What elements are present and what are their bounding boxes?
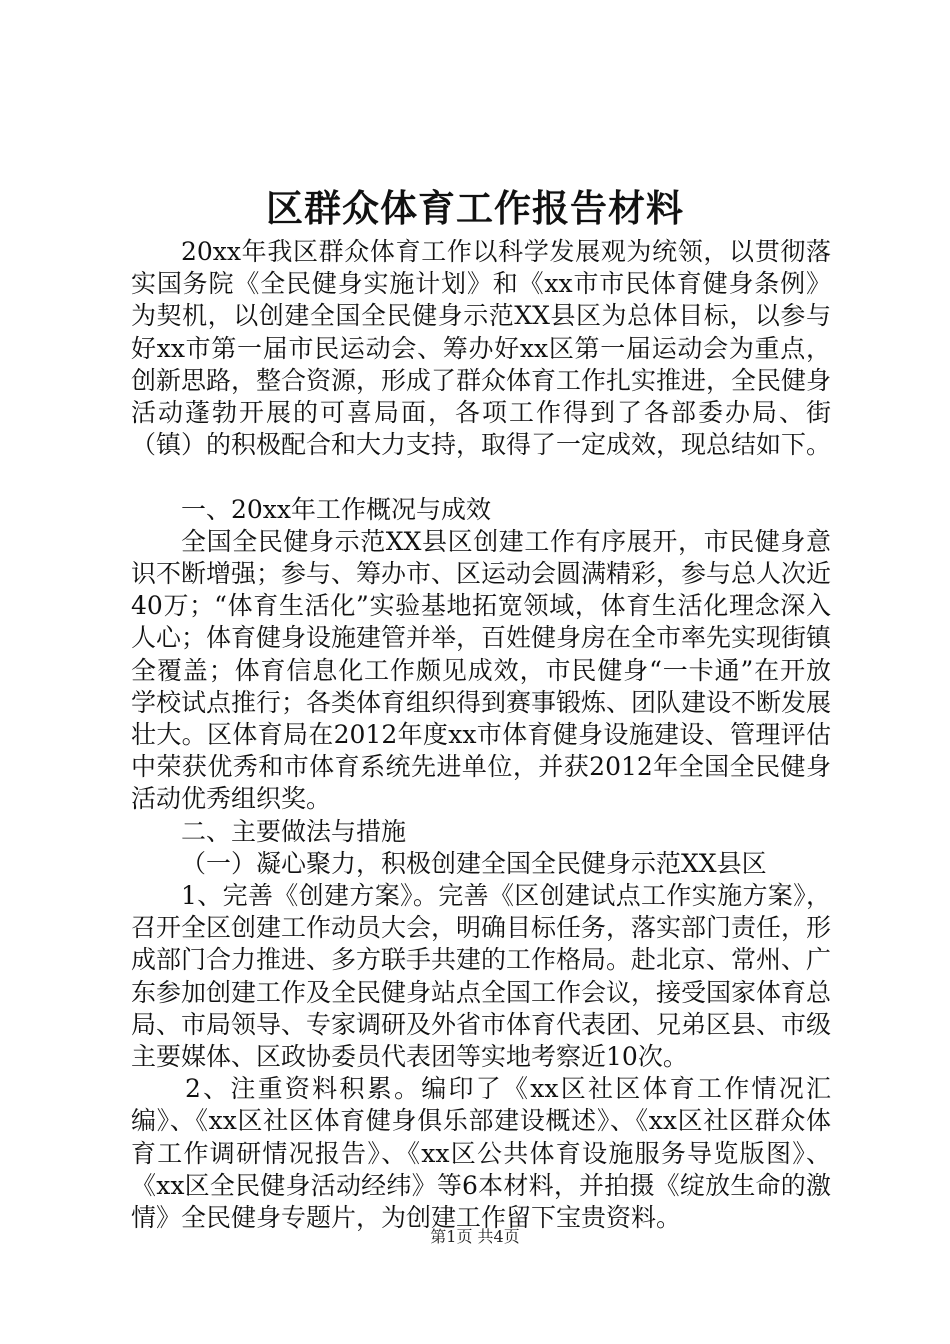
item-paragraph-materials: 2、注重资料积累。编印了《xx区社区体育工作情况汇编》、《xx区社区体育健身俱乐部建设概述》、《xx区社区群众体育工作调研情况报告》、《xx区公共体育设施服务导览版图》、《xx区全民健身活动经纬》等6本材料，并拍摄《绽放生命的激情》全民健身专题片，为创建工作留下宝贵资料。 bbox=[131, 1074, 831, 1233]
subsection-heading-demonstration: （一）凝心聚力，积极创建全国全民健身示范XX县区 bbox=[181, 848, 767, 878]
overview-paragraph: 全国全民健身示范XX县区创建工作有序展开，市民健身意识不断增强；参与、筹办市、区运动会圆满精彩，参与总人次近40万；“体育生活化”实验基地拓宽领域，体育生活化理念深入人心；体育健身设施建管并举，百姓健身房在全市率先实现街镇全覆盖；体育信息化工作颇见成效，市民健身“一卡通”在开放学校试点推行；各类体育组织得到赛事锻炼、团队建设不断发展壮大。区体育局在2012年度xx市体育健身设施建设、管理评估中荣获优秀和市体育系统先进单位，并获2012年全国全民健身活动优秀组织奖。 bbox=[131, 526, 832, 814]
page-number-footer: 第1页 共4页 bbox=[430, 1227, 520, 1246]
intro-paragraph: 20xx年我区群众体育工作以科学发展观为统领，以贯彻落实国务院《全民健身实施计划》和《xx市市民体育健身条例》为契机，以创建全国全民健身示范XX县区为总体目标，以参与好xx市第一届市民运动会、筹办好xx区第一届运动会为重点，创新思路，整合资源，形成了群众体育工作扎实推进，全民健身活动蓬勃开展的可喜局面，各项工作得到了各部委办局、街（镇）的积极配合和大力支持，取得了一定成效，现总结如下。 bbox=[131, 237, 832, 460]
document-title: 区群众体育工作报告材料 bbox=[266, 186, 684, 230]
paragraph-spacer bbox=[131, 461, 831, 493]
document-body bbox=[131, 236, 831, 1234]
section-heading-overview: 一、20xx年工作概况与成效 bbox=[181, 494, 492, 524]
item-paragraph-plan: 1、完善《创建方案》。完善《区创建试点工作实施方案》，召开全区创建工作动员大会，明确目标任务，落实部门责任，形成部门合力推进、多方联手共建的工作格局。赴北京、常州、广东参加创建工作及全民健身站点全国工作会议，接受国家体育总局、市局领导、专家调研及外省市体育代表团、兄弟区县、市级主要媒体、区政协委员代表团等实地考察近10次。 bbox=[131, 881, 832, 1072]
section-heading-measures: 二、主要做法与措施 bbox=[181, 816, 407, 846]
